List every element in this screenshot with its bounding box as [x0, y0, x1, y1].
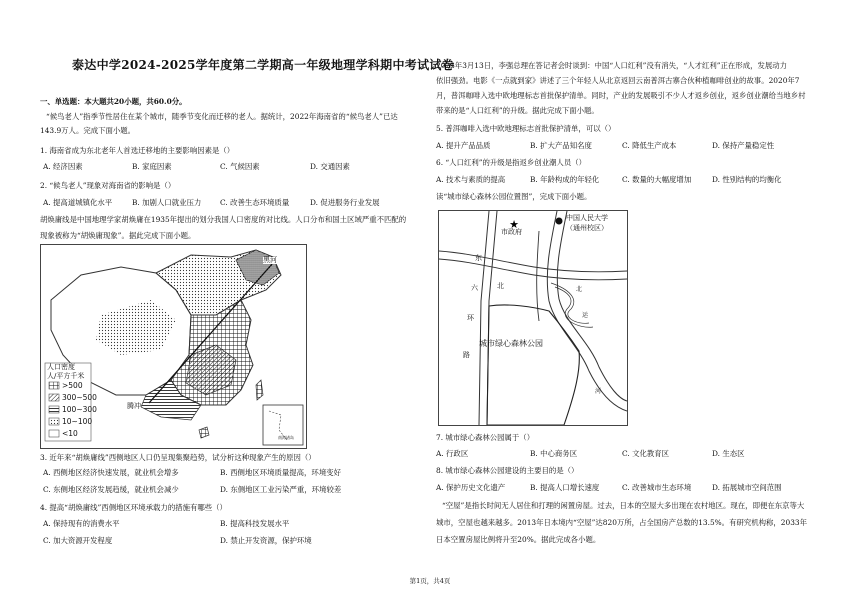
label-canal: 河 — [595, 388, 602, 395]
label-city-government: 市政府 — [501, 228, 522, 236]
label-tengchong: 腾冲 — [127, 402, 141, 410]
forest-park-location-map — [438, 210, 628, 426]
legend-title: 人口密度 — [47, 363, 75, 371]
legend-label: 300~500 — [62, 393, 97, 402]
intro-text: 日本空置房屋比例将升至20%。据此完成各小题。 — [436, 535, 601, 544]
legend-unit: 人/平方千米 — [47, 372, 85, 380]
population-density-map — [40, 244, 307, 449]
road-line — [439, 259, 627, 280]
intro-text: 依旧强劲。电影《一点就到家》讲述了三个年轻人从北京返回云南普洱古寨合伙种植咖啡创业的故事。2020年7 — [436, 76, 800, 85]
legend-label: 100~300 — [62, 405, 97, 414]
option-d[interactable]: D. 东侧地区工业污染严重，环境较差 — [220, 485, 342, 494]
label-ring-road: 六 — [471, 284, 478, 292]
taiwan-island — [256, 380, 263, 400]
page-title: 泰达中学2024-2025学年度第二学期高一年级地理学科期中考试试卷 — [72, 58, 454, 72]
page-footer: 第1页，共4页 — [409, 577, 451, 585]
legend-label: <10 — [62, 429, 78, 438]
intro-text: 读“城市绿心森林公园位置图”，完成下面小题。 — [436, 192, 592, 201]
option-b[interactable]: B. 中心商务区 — [530, 449, 578, 458]
legend-swatch-under10 — [49, 430, 59, 437]
option-a[interactable]: A. 保持现有的消费水平 — [43, 519, 120, 528]
label-canal: 北 — [576, 286, 583, 293]
label-ring-road: 东 — [475, 254, 482, 262]
option-c[interactable]: C. 气候因素 — [220, 162, 260, 171]
legend-label: >500 — [62, 381, 83, 390]
option-d[interactable]: D. 交通因素 — [310, 162, 350, 171]
option-d[interactable]: D. 促进服务行业发展 — [310, 198, 380, 207]
option-a[interactable]: A. 西侧地区经济快速发展，就业机会增多 — [43, 468, 179, 477]
section-heading: 一、单选题：本大题共20小题，共60.0分。 — [40, 97, 187, 106]
legend-swatch-10-100 — [49, 418, 59, 425]
question-stem: 2. “候鸟老人”现象对海南省的影响是（） — [40, 181, 176, 190]
question-stem: 7. 城市绿心森林公园属于（） — [436, 433, 535, 442]
star-icon: ★ — [509, 218, 519, 231]
option-c[interactable]: C. 降低生产成本 — [622, 141, 677, 150]
question-stem: 4. 提高“胡焕庸线”西侧地区环境承载力的措施有哪些（） — [40, 503, 227, 512]
option-c[interactable]: C. 文化教育区 — [622, 449, 670, 458]
option-b[interactable]: B. 西侧地区环境质量提高，环境变好 — [220, 468, 341, 477]
question-stem: 8. 城市绿心森林公园建设的主要目的是（） — [436, 466, 579, 475]
intro-text: 带来的是“人口红利”的升级。据此完成下面小题。 — [436, 106, 599, 115]
intro-text: 城市，空屋也越来越多。2013年日本境内“空屋”达820万所，占全国房产总数的13.5%。有研究机构称，2033年 — [436, 518, 807, 527]
intro-text: 2023年3月13日，李强总理在答记者会时谈到：中国“人口红利”没有消失，“人才红利”正在形成，发展动力 — [436, 61, 788, 70]
option-b[interactable]: B. 扩大产品知名度 — [530, 141, 592, 150]
river-bank — [557, 211, 627, 401]
option-d[interactable]: D. 拓展城市空间范围 — [712, 483, 782, 492]
label-forest-park: 城市绿心森林公园 — [479, 339, 543, 348]
option-b[interactable]: B. 提高科技发展水平 — [220, 519, 290, 528]
option-c[interactable]: C. 改善生态环境质量 — [220, 198, 290, 207]
question-stem: 3. 近年来“胡焕庸线”西侧地区人口仍呈现集聚趋势，试分析这种现象产生的原因（） — [40, 453, 316, 462]
question-stem: 5. 普洱咖啡入选中欧地理标志首批保护清单，可以（） — [436, 124, 616, 133]
legend-swatch-500plus — [49, 382, 59, 389]
intro-text: “空屋”是指长时间无人居住和打理的闲置房屋。过去，日本的空屋大多出现在农村地区。现在，即便在东京等大 — [442, 501, 805, 510]
intro-text: “候鸟老人”指季节性居住在某个城市，随季节变化而迁移的老人。据统计，2022年海南省的“候鸟老人”已达 — [46, 112, 398, 121]
intro-text: 现象被称为“胡焕庸现象”。据此完成下面小题。 — [40, 231, 196, 240]
option-c[interactable]: C. 数量的大幅度增加 — [622, 175, 692, 184]
option-b[interactable]: B. 家庭因素 — [132, 162, 172, 171]
intro-text: 143.9万人。完成下面小题。 — [40, 126, 136, 135]
option-a[interactable]: A. 提升产品品质 — [436, 141, 491, 150]
university-marker-icon — [556, 218, 563, 225]
option-d[interactable]: D. 禁止开发资源，保护环境 — [220, 536, 312, 545]
label-south-china-sea-islands: 南海诸岛 — [278, 435, 294, 440]
option-a[interactable]: A. 经济因素 — [43, 162, 83, 171]
option-d[interactable]: D. 保持产量稳定性 — [712, 141, 775, 150]
option-c[interactable]: C. 改善城市生态环境 — [622, 483, 692, 492]
label-heihe: 黑河 — [263, 256, 277, 264]
option-b[interactable]: B. 加剧人口就业压力 — [132, 198, 202, 207]
road-line — [439, 251, 627, 272]
option-d[interactable]: D. 生态区 — [712, 449, 745, 458]
label-university-campus: （通州校区） — [566, 224, 608, 232]
legend-swatch-300-500 — [49, 394, 59, 401]
river-bank — [547, 211, 627, 411]
option-a[interactable]: A. 提高道城镇化水平 — [43, 198, 113, 207]
option-a[interactable]: A. 技术与素质的提高 — [436, 175, 506, 184]
legend-swatch-100-300 — [49, 406, 59, 413]
option-b[interactable]: B. 提高人口增长速度 — [530, 483, 600, 492]
option-b[interactable]: B. 年龄构成的年轻化 — [530, 175, 600, 184]
option-c[interactable]: C. 东侧地区经济发展趋缓，就业机会减少 — [43, 485, 179, 494]
option-a[interactable]: A. 保护历史文化遗产 — [436, 483, 506, 492]
intro-text: 胡焕庸线是中国地理学家胡焕庸在1935年提出的划分我国人口密度的对比线。人口分布和国土区域严重不匹配的 — [40, 215, 407, 224]
label-university: 中国人民大学 — [566, 214, 608, 222]
option-a[interactable]: A. 行政区 — [436, 449, 469, 458]
label-ring-road: 路 — [463, 351, 470, 359]
option-c[interactable]: C. 加大资源开发程度 — [43, 536, 113, 545]
hainan-island — [199, 427, 209, 438]
label-north: 北 — [497, 282, 504, 290]
intro-text: 月，普洱咖啡入选中欧地理标志首批保护清单。同时，产业的发展吸引不少人才返乡创业，返乡创业潮给当地乡村 — [436, 91, 806, 100]
question-stem: 1. 海南省成为东北老年人首选迁移地的主要影响因素是（） — [40, 146, 235, 155]
label-ring-road: 环 — [467, 314, 474, 322]
legend-label: 10~100 — [62, 417, 93, 426]
park-boundary — [487, 305, 579, 425]
question-stem: 6. “人口红利”的升级是指返乡创业潮人员（） — [436, 158, 586, 167]
option-d[interactable]: D. 性别结构的均衡化 — [712, 175, 782, 184]
label-canal: 运 — [582, 312, 589, 319]
